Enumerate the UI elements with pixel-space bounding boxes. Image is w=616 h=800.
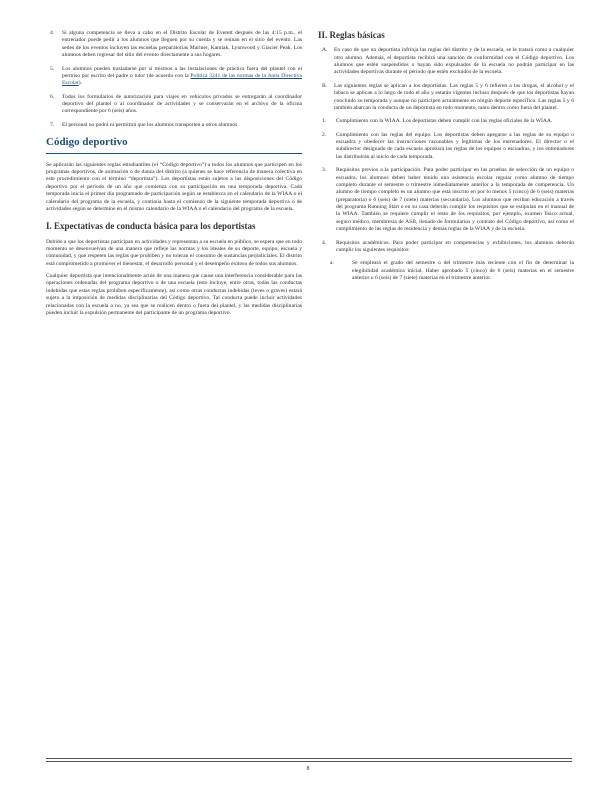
list-text: Las siguientes reglas se aplican a los deportistas. Las reglas 5 y 6 refieren a las drogas, el alcohol y el tabaco se aplican a lo largo de todo el año y estarán vigentes incluso después de que los deportistas hayan concluido su temporada y aunque no participen actualmente en ningún deporte específico. Las reglas 5 y 6 también abarcan la conducta de un deportista en todo momento, tanto dentro como fuera del plantel. bbox=[334, 82, 574, 111]
text-before-link: Los alumnos pueden trasladarse por sí mismos a las instalaciones de práctica fuera del plantel con el permiso por escrito del padre o tutor (de acuerdo con la bbox=[62, 65, 302, 79]
policy-link[interactable]: Política 3241 de las normas de la Junta Directiva Escolar bbox=[62, 72, 302, 87]
footer-divider bbox=[46, 758, 572, 759]
expectations-paragraph-2: Cualquier deportista que intencionalmente actúe de una manera que cause una interferencia considerable para las operaciones ordenadas del programa deportivo o de una escuela (esto incluye, entre otras, todas las conductas indebidas que estas reglas prohíben específicamente), así como otras conductas indebidas (leves o graves) estará sujeto a la imposición de medidas disciplinarias del Código deportivo. Tal conducta puede incluir actividades relacionadas con la escuela o no, ya sea que se realicen dentro o fuera del plantel, y las medidas disciplinarias pueden incluir la expulsión permanente del participante de un programa deportivo. bbox=[46, 273, 302, 316]
rule-text: Requisitos académicos. Para poder participar en competencias y exhibiciones, los alumnos deberán cumplir los siguientes requisitos: bbox=[336, 239, 574, 253]
list-text: En caso de que un deportista infrinja las reglas del distrito y de la escuela, se le tratará como a cualquier otro alumno. Además, el deportista recibirá una sanción de conformidad con el Código deportivo. Los alumnos que estén suspendidos o hayan sido expulsados de la escuela no podrán participar en las actividades deportivas durante el periodo que estén excluidos de la escuela. bbox=[334, 47, 574, 76]
list-item bbox=[46, 122, 302, 129]
list-text: El personal no podrá ni permitirá que los alumnos transporten a otros alumnos. bbox=[62, 121, 239, 128]
list-number: 6. bbox=[50, 93, 55, 100]
sub-rule-item bbox=[326, 260, 574, 282]
rule-text: Cumplimiento con la WIAA. Los deportistas deben cumplir con las reglas oficiales de la WIAA. bbox=[336, 118, 553, 125]
rule-number: 3. bbox=[322, 167, 327, 174]
right-column bbox=[318, 30, 574, 288]
list-item bbox=[318, 83, 574, 113]
list-letter: A. bbox=[322, 47, 328, 54]
rule-number: 1. bbox=[322, 118, 327, 125]
list-letter: B. bbox=[322, 82, 328, 89]
list-number: 7. bbox=[50, 121, 55, 128]
rule-text: Requisitos previos a la participación. Para poder participar en las pruebas de selección de un equipo o escuadra, los alumnos deben haber tenido una asistencia escolar regular como alumno de tiempo completo durante el semestre o trimestre inmediatamente anterior a la temporada de competencia. Un alumno de tiempo completo es un alumno que está inscrito en por lo menos 5 (cinco) de 6 (seis) materias (preparatoria) o 6 (seis) de 7 (siete) materias (secundaria). Los alumnos que reciban educación a través del programa Running Start o en su casa deberán cumplir los requisitos que se estipulan en el manual de la WIAA. También se requiere cumplir el resto de los requisitos, por ejemplo, examen físico actual, seguro médico, membresía de ASB, llenado de formularios y contrato del Código deportivo, así como el cumplimiento de las reglas de residencia y demás reglas de la WIAA y de la escuela. bbox=[336, 167, 574, 233]
expectations-paragraph-1: Debido a que los deportistas participan en actividades y representan a su escuela en público, se espera que en todo momento se desenvuelvan de una manera que refleje las normas y los ideales de su deporte, equipo, escuela y comunidad, y que respeten las reglas que prohíben y no toleran el consumo de sustancias perjudiciales. El distrito está comprometido a promover el bienestar, el desarrollo personal y el desempeño exitoso de todos sus alumnos. bbox=[46, 238, 302, 267]
list-item bbox=[46, 94, 302, 116]
rule-text: Cumplimiento con las reglas del equipo. Los deportistas deben apegarse a las reglas de su equipo o escuadra y obedecer las instrucciones razonables y legítimas de los entrenadores. El director o el subdirector designado de cada escuela aprobará las reglas de los equipos o escuadras, y los entrenadores las distribuirán al inicio de cada temporada. bbox=[336, 131, 574, 160]
left-column bbox=[46, 30, 302, 322]
sub-rule-text: Se empleará el grado del semestre o del trimestre más reciente con el fin de determinar la elegibilidad académica inicial. Haber aprobado 5 (cinco) de 6 (seis) materias en el semestre anterior o 6 (seis) de 7 (siete) materias en el trimestre anterior. bbox=[352, 260, 574, 281]
heading-basic-rules: II. Reglas básicas bbox=[318, 30, 385, 40]
rule-item bbox=[318, 167, 574, 233]
page-number: 8 bbox=[306, 766, 310, 772]
list-text bbox=[62, 66, 302, 88]
code-paragraph: Se aplicarán las siguientes reglas estudiantiles (el “Código deportivo”) a todos los alumnos que participen en los programas deportivos, de animación o de danza del distrito (a quienes se hace referencia de manera colectiva en este procedimiento con el término “deportista”). Los deportistas están sujetos a las disposiciones del Código deportivo por el periodo de un año que comienza con su participación en una temporada deportiva. Cada temporada inicia el primer día programado de participación según se establezca en el calendario de la WIAA o el calendario del programa de la escuela, y continúa hasta el comienzo de la siguiente temporada deportiva o de actividades según se determine en el mismo calendario de la WIAA o el calendario del programa de la escuela. bbox=[46, 161, 302, 212]
list-item bbox=[46, 30, 302, 60]
list-number: 5. bbox=[50, 65, 55, 72]
footer-divider bbox=[46, 761, 572, 762]
heading-expectations: I. Expectativas de conducta básica para los deportistas bbox=[46, 221, 256, 232]
text-after-link: ). bbox=[78, 80, 83, 87]
rule-number: 2. bbox=[322, 131, 327, 138]
list-text: Todos los formularios de autorización para viajes en vehículos privados se entregarán al coordinador deportivo del plantel o al coordinador de actividades y se conservarán en el archivo de la oficina correspondiente por 6 (seis) años. bbox=[62, 93, 302, 115]
rule-item bbox=[318, 132, 574, 162]
list-item bbox=[318, 47, 574, 77]
rule-number: 4. bbox=[322, 239, 327, 246]
section-title: Código deportivo bbox=[46, 135, 302, 154]
sub-rule-letter: a. bbox=[330, 260, 334, 267]
list-text: Si alguna competencia se lleva a cabo en el Distrito Escolar de Everett después de las 4:15 p.m., el entrenador puede pedir a los alumnos que lleguen por su cuenta y se reúnan en el sitio del evento. Las sedes de los eventos incluyen las escuelas preparatorias Mariner, Kamiak, Lynnwood y Glacier Peak. Los alumnos deben regresar del sitio del evento directamente a sus hogares. bbox=[62, 30, 302, 59]
list-item bbox=[46, 66, 302, 88]
list-number: 4. bbox=[50, 30, 55, 36]
rule-item bbox=[318, 118, 574, 125]
rule-item bbox=[318, 240, 574, 255]
